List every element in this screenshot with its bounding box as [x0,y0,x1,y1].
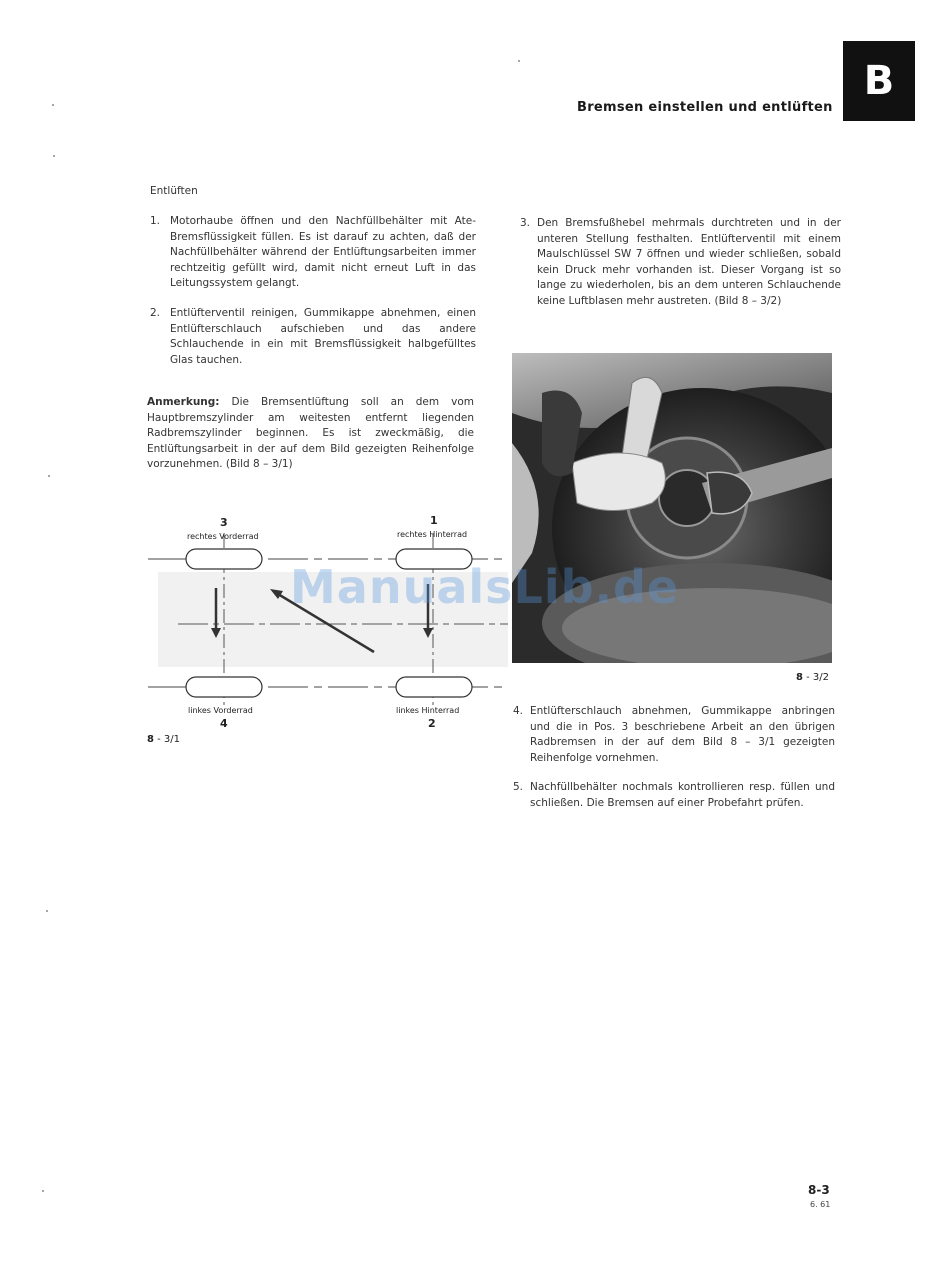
scan-speck [46,910,48,912]
step-number: 4. [513,705,524,717]
note-label: Anmerkung: [147,396,220,408]
step-text: Nachfüllbehälter nochmals kontrollieren resp. füllen und schließen. Die Bremsen auf einer Probefahrt prüfen. [530,781,835,809]
section-heading: Entlüften [150,185,198,197]
step-number: 1. [150,215,161,227]
step-item-5 [513,780,835,811]
step-text: Entlüfterschlauch abnehmen, Gummikappe anbringen und die in Pos. 3 beschriebene Arbeit an den übrigen Radbremsen in der auf dem Bild 8 – 3/1 gezeigten Reihenfolge vornehmen. [530,705,835,764]
right-steps-bottom [513,704,835,812]
wheel-order-number-4: 4 [220,717,228,730]
left-steps [150,214,476,368]
photo-illustration [512,353,832,663]
figure-caption-8-3-2: 8 - 3/2 [796,672,830,683]
scan-speck [52,104,54,106]
wheel-label-front-left: linkes Vorderrad [188,706,253,715]
step-text: Entlüfterventil reinigen, Gummikappe abnehmen, einen Entlüfterschlauch aufschieben und das andere Schlauchende in ein mit Bremsflüssigkeit halbgefülltes Glas tauchen. [170,306,476,366]
step-item-4 [513,704,835,766]
page-number: 8-3 [808,1183,830,1197]
scan-speck [53,155,55,157]
wheel-front-right [186,549,262,569]
step-text: Motorhaube öffnen und den Nachfüllbehälter mit Ate-Bremsflüssigkeit füllen. Es ist darauf zu achten, daß der Nachfüllbehälter während der Entlüftungsarbeiten immer rechtzeitig gefüllt wird, damit nicht erneut Luft in das Leitungssystem gelangt. [170,215,476,290]
wheel-rear-left [396,677,472,697]
wheel-order-number-1: 1 [430,514,438,527]
wheel-order-number-2: 2 [428,717,436,730]
page-title: Bremsen einstellen und entlüften [577,100,833,115]
note-paragraph [147,395,474,473]
section-tab-letter: B [843,41,915,121]
step-number: 5. [513,781,524,794]
step-number: 2. [150,306,161,319]
step-item-1 [150,214,476,292]
figure-caption-8-3-1: 8 - 3/1 [147,734,181,745]
diagram-drawing [148,512,508,732]
bleed-order-diagram [148,512,508,732]
wheel-brake-photo [512,353,832,663]
wheel-label-rear-right: rechtes Hinterrad [397,530,468,539]
step-number: 3. [520,217,531,229]
step-text: Den Bremsfußhebel mehrmals durchtreten und in der unteren Stellung festhalten. Entlüfterventil mit einem Maulschlüssel SW 7 öffnen und wieder schließen, sobald kein Druck mehr vorhanden ist. Dieser Vorgang ist so lange zu wiederholen, bis an dem unteren Schlauchende keine Luftblasen mehr austreten. (Bild 8 – 3/2) [537,217,841,307]
scan-speck [42,1190,44,1192]
wheel-label-rear-left: linkes Hinterrad [396,706,460,715]
note-text: Die Bremsentlüftung soll an dem vom Hauptbremszylinder am weitesten entfernt liegenden Radbremszylinder beginnen. Es ist zweckmäßig, die Entlüftungsarbeit in der auf dem Bild gezeigten Reihenfolge vorzunehmen. (Bild 8 – 3/1) [147,396,474,471]
scan-speck [518,60,520,62]
step-item-2 [150,306,476,368]
scan-speck [48,475,50,477]
print-date: 6. 61 [810,1200,831,1209]
wheel-label-front-right: rechtes Vorderrad [187,532,259,541]
wheel-order-number-3: 3 [220,516,228,529]
right-steps-top [520,216,841,310]
wheel-front-left [186,677,262,697]
watermark: ManualsLib.de [290,560,680,614]
step-item-3 [520,216,841,310]
